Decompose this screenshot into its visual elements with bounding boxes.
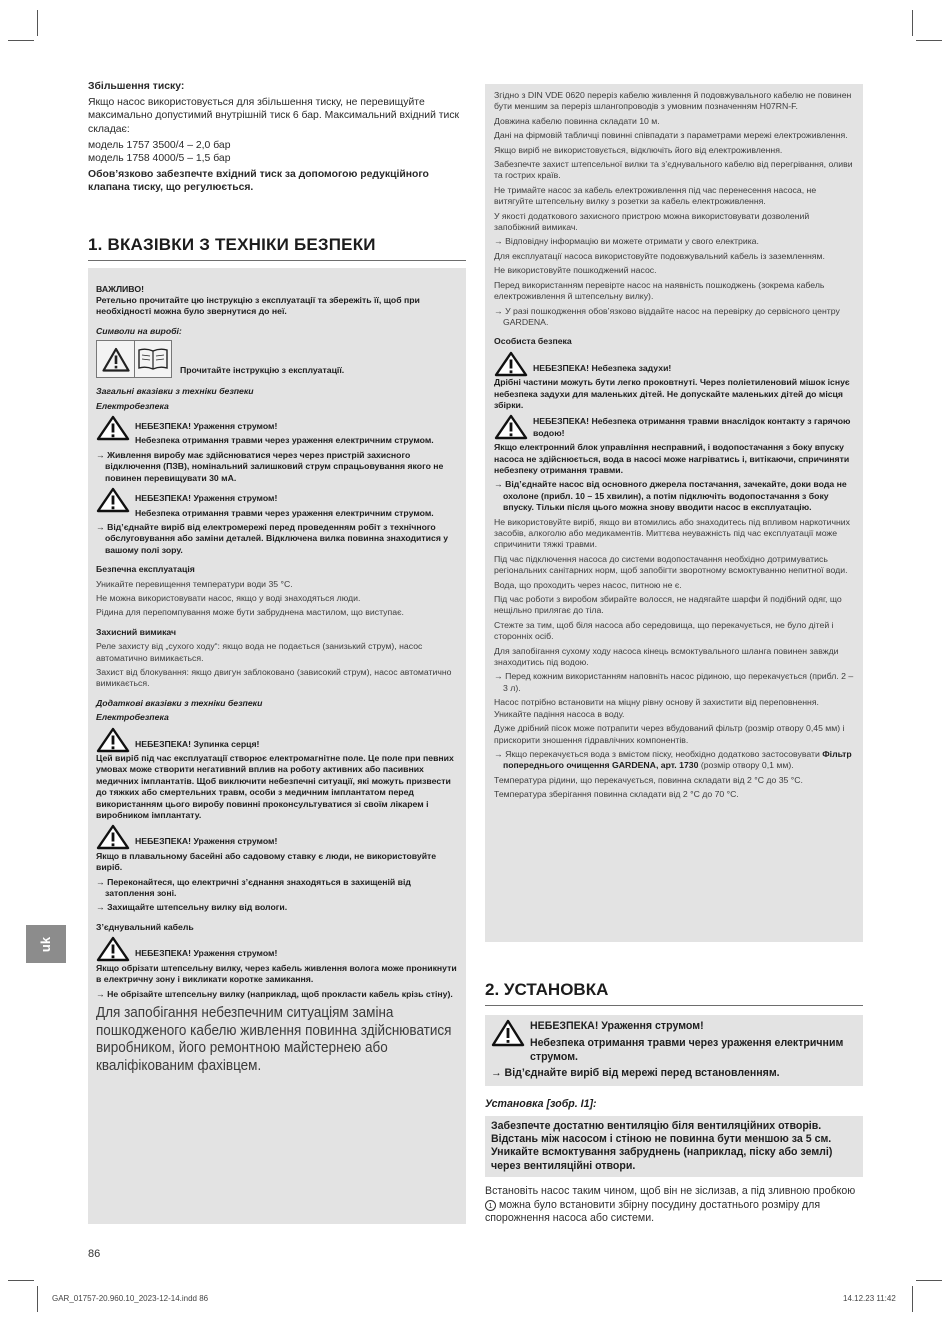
safety-title: 1. ВКАЗІВКИ З ТЕХНІКИ БЕЗПЕКИ: [88, 235, 466, 261]
general-heading: Загальні вказівки з техніки безпеки: [96, 386, 254, 397]
body-text: → Перед кожним використанням наповніть насос рідиною, що перекачується (прибл. 2 – 3 л).: [494, 671, 854, 693]
additional-heading: Додаткові вказівки з техніки безпеки: [96, 697, 263, 708]
warning-title: НЕБЕЗПЕКА! Ураження струмом!: [530, 1020, 704, 1032]
warning-triangle-icon: [96, 824, 130, 850]
warning-note: → Живлення виробу має здійснюватися через через пристрій захисного відключення (ПЗВ), номінальний залишковий струм спрацьовування якого не повинен перевищувати 30 мА.: [96, 449, 444, 483]
warning-block: [491, 1019, 857, 1064]
installation-title: 2. УСТАНОВКА: [485, 980, 863, 1006]
right-column: [485, 84, 863, 1225]
warning-block: [494, 351, 854, 377]
warning-title: НЕБЕЗПЕКА! Зупинка серця!: [135, 738, 260, 749]
warning-text: Небезпека отримання травми через ураження електричним струмом.: [135, 507, 434, 518]
operation-text: Рідина для перепомпування може бути забруднена мастилом, що виступає.: [96, 607, 404, 618]
installation-subheading: Установка [зобр. I1]:: [485, 1097, 597, 1110]
warning-note: → Від’єднайте виріб від мережі перед встановленням.: [491, 1067, 780, 1080]
body-text: Якщо виріб не використовується, відключіть його від електроживлення.: [494, 144, 783, 155]
warning-block: [96, 487, 458, 522]
body-text: Не використовуйте пошкоджений насос.: [494, 265, 657, 276]
cable-replacement-text: Для запобігання небезпечним ситуаціям заміна пошкодженого кабелю живлення повинна здійснюватися виробником, його ремонтною майстернею або кваліфікованим фахівцем.: [96, 1003, 452, 1074]
book-icon: [134, 341, 171, 377]
crop-mark: [916, 40, 942, 41]
warning-text: Цей виріб під час експлуатації створює електромагнітне поле. Це поле при певних умовах може створити негативний вплив на роботу активних або пасивних медичних імплантатів. Щоб виключити небезпечні ситуації, які можуть призвести до тяжких або смертельних травм, особи з медичним імплантатом перед використанням цього виробу повинні проконсультуватися зі своїм лікарем і виробником імплантату.: [96, 753, 454, 821]
pressure-section: [88, 80, 466, 195]
warning-note: → Переконайтеся, що електричні з’єднання знаходяться в захищеній від затоплення зоні.: [96, 876, 411, 899]
body-text: Дуже дрібний пісок може потрапити через вбудований фільтр (розмір отвору 0,45 мм) і прискорити зношення гідравлічних компонентів.: [494, 723, 845, 745]
warning-title: НЕБЕЗПЕКА! Небезпека отримання травми внаслідок контакту з гарячою водою!: [533, 416, 851, 438]
crop-mark: [8, 1280, 34, 1281]
warning-text: Небезпека отримання травми через ураження електричним струмом.: [530, 1037, 844, 1063]
warning-text: Дрібні частини можуть бути легко проковтнуті. Через поліетиленовий мішок існує небезпека задухи для маленьких дітей. Не допускайте маленьких дітей до місця збірки.: [494, 377, 850, 410]
product-symbols: [96, 340, 172, 378]
warning-text: Якщо електронний блок управління несправний, і водопостачання з боку впуску насоса не здійснюється, вода в насосі може нагріватись і, витікаючи, спричиняти небезпеку отримання травми.: [494, 442, 850, 475]
crop-mark: [8, 40, 34, 41]
body-text: Температура рідини, що перекачується, повинна складати від 2 °C до 35 °C.: [494, 774, 803, 785]
left-column: [88, 80, 466, 1224]
warning-note: → Від’єднайте виріб від електромережі перед проведенням робіт з технічного обслуговування або заміни деталей. Відключена вилка повинна знаходитися у вашому полі зору.: [96, 521, 449, 555]
warning-note: → Від’єднайте насос від основного джерела постачання, зачекайте, доки вода не охолоне (прибл. 10 – 15 хвилин), а потім підключіть водопостачання з боку впуску. Тільки після цього можна знову вводити насос в експлуатацію.: [494, 479, 847, 513]
body-text: Для запобігання сухому ходу насоса кінець всмоктувального шланга повинен завжди знаходитись під водою.: [494, 645, 839, 668]
symbols-caption: Прочитайте інструкцію з експлуатації.: [180, 364, 345, 375]
installation-section: [485, 980, 863, 1225]
crop-mark: [37, 10, 38, 36]
pressure-heading: Збільшення тиску:: [88, 81, 185, 92]
body-text: Перед використанням перевірте насос на наявність пошкоджень (зокрема кабель електроживлення й штепсельну вилку).: [494, 279, 825, 302]
body-text: Забезпечте захист штепсельної вилки та з’єднувального кабелю від перегрівання, оливи та гострих країв.: [494, 159, 853, 181]
body-text: Дані на фірмовій табличці повинні співпадати з параметрами мережі електроживлення.: [494, 130, 848, 141]
symbols-row: [96, 340, 458, 378]
installation-warning: [485, 1015, 863, 1086]
warning-title: НЕБЕЗПЕКА! Ураження струмом!: [135, 836, 278, 847]
crop-mark: [37, 1286, 38, 1312]
language-tab: [26, 925, 66, 963]
operation-heading: Безпечна експлуатація: [96, 564, 195, 575]
pressure-model-2: модель 1758 4000/5 – 1,5 бар: [88, 153, 231, 165]
warning-block: [96, 824, 458, 850]
installation-text-a: Встановіть насос таким чином, щоб він не зіслизав, а під зливною пробкою: [485, 1185, 856, 1198]
warning-triangle-icon: [96, 936, 130, 962]
installation-text-b: можна було встановити збірну посудину достатнього розміру для спорожнення насоса або системи.: [485, 1198, 821, 1225]
warning-title: НЕБЕЗПЕКА! Ураження струмом!: [135, 421, 278, 432]
crop-mark: [912, 10, 913, 36]
warning-triangle-icon: [494, 414, 528, 440]
warning-block: [96, 936, 458, 962]
filter-note-c: (розмір отвору 0,1 мм).: [698, 760, 794, 771]
warning-text: Якщо обрізати штепсельну вилку, через кабель живлення волога може проникнути в електричну зону і викликати коротке замикання.: [96, 962, 457, 985]
ventilation-box: Забезпечте достатню вентиляцію біля вентиляційних отворів. Відстань між насосом і стіною не повинна бути меншою за 5 см. Уникайте всмоктування забруднень (наприклад, піску або землі) через вентиляційні отвори.: [485, 1116, 863, 1178]
body-text: Не використовуйте виріб, якщо ви втомились або знаходитесь під впливом наркотичних засобів, алкоголю або медикаментів. Миттєва неуважність під час експлуатації може спричинити тяжкі травми.: [494, 516, 851, 550]
filter-note: [494, 749, 854, 772]
warning-note: → Не обрізайте штепсельну вилку (наприклад, щоб прокласти кабель крізь стіну).: [96, 988, 453, 999]
body-text: Згідно з DIN VDE 0620 переріз кабелю живлення й подовжувального кабелю не повинен бути меншим за переріз шлангопроводів з умовним позначенням H07RN-F.: [494, 90, 852, 112]
pressure-model-1: модель 1757 3500/4 – 2,0 бар: [88, 139, 231, 151]
cable-heading: З’єднувальний кабель: [96, 921, 194, 932]
switch-text: Реле захисту від „сухого ходу“: якщо вода не подається (занизький струм), насос автоматично вимикається.: [96, 641, 423, 663]
footer-file-name: GAR_01757-20.960.10_2023-12-14.indd 86: [52, 1294, 209, 1303]
warning-title: НЕБЕЗПЕКА! Ураження струмом!: [135, 948, 278, 959]
warning-triangle-icon: [494, 351, 528, 377]
crop-mark: [912, 1286, 913, 1312]
warning-block: [494, 414, 854, 442]
drain-plug-number: 1: [485, 1200, 496, 1211]
warning-title: НЕБЕЗПЕКА! Небезпека задухи!: [533, 362, 672, 373]
warning-title: НЕБЕЗПЕКА! Ураження струмом!: [135, 493, 278, 504]
warning-triangle-icon: [96, 727, 130, 753]
filter-note-a: → Якщо перекачується вода з вмістом піску, необхідно додатково застосовувати: [494, 748, 823, 759]
warning-text: Якщо в плавальному басейні або садовому ставку є люди, не використовуйте виріб.: [96, 850, 437, 873]
operation-text: Не можна використовувати насос, якщо у воді знаходяться люди.: [96, 592, 361, 603]
body-text: Температура зберігання повинна складати від 2 °C до 70 °C.: [494, 789, 739, 800]
page-number: 86: [88, 1248, 101, 1260]
body-text: Під час роботи з виробом збирайте волосся, не надягайте шарфи й подібний одяг, що нещільно прилягає до тіла.: [494, 594, 842, 616]
body-text: Для експлуатації насоса використовуйте подовжувальний кабель із заземленням.: [494, 250, 825, 261]
symbols-heading: Символи на виробі:: [96, 325, 182, 336]
warning-note: → Захищайте штепсельну вилку від вологи.: [96, 902, 288, 913]
safety-box-continued: [485, 84, 863, 942]
warning-triangle-icon: [96, 415, 130, 441]
important-label: ВАЖЛИВО!: [96, 283, 145, 294]
body-text: У якості додаткового захисного пристрою можна використовувати дозволений запобіжний вимикач.: [494, 210, 810, 233]
installation-text: [485, 1185, 863, 1225]
footer-timestamp: 14.12.23 11:42: [843, 1294, 896, 1303]
electro-heading: Електробезпека: [96, 400, 169, 411]
warning-triangle-icon: [96, 487, 130, 513]
body-text: Довжина кабелю повинна складати 10 м.: [494, 115, 660, 126]
filter-name: Фільтр попереднього очищення GARDENA, арт. 1730: [503, 748, 852, 771]
crop-mark: [916, 1280, 942, 1281]
warning-block: [96, 727, 458, 753]
safety-box: [88, 268, 466, 1224]
body-text: Не тримайте насос за кабель електроживлення під час перенесення насоса, не витягуйте штепсельну вилку з розетки за кабель електроживлення.: [494, 184, 817, 207]
switch-heading: Захисний вимикач: [96, 626, 177, 637]
body-text: Насос потрібно встановити на міцну рівну основу й захистити від переповнення. Уникайте падіння насоса в воду.: [494, 697, 819, 719]
body-text: Вода, що проходить через насос, питною не є.: [494, 579, 682, 590]
warning-triangle-icon: [491, 1019, 525, 1045]
important-text: Ретельно прочитайте цю інструкцію з експлуатації та збережіть її, щоб при необхідності можна було звернутися до неї.: [96, 295, 420, 317]
personal-heading: Особиста безпека: [494, 336, 572, 347]
warning-text: Небезпека отримання травми через ураження електричним струмом.: [135, 435, 434, 446]
body-text: → У разі пошкодження обов’язково віддайте насос на перевірку до сервісного центру GARDENA.: [494, 305, 840, 327]
operation-text: Уникайте перевищення температури води 35 °C.: [96, 578, 293, 589]
warning-triangle-icon: [97, 341, 134, 377]
body-text: Стежте за тим, щоб біля насоса або середовища, що перекачується, не було дітей і сторонніх осіб.: [494, 619, 834, 642]
pressure-note: Обов’язково забезпечте вхідний тиск за допомогою редукційного клапана тиску, що регулюється.: [88, 169, 429, 194]
warning-block: [96, 415, 458, 450]
body-text: Під час підключення насоса до системи водопостачання необхідно дотримуватись регіональних санітарних норм, щоб запобігти зворотному всмоктуванню непитної води.: [494, 553, 848, 576]
switch-text: Захист від блокування: якщо двигун заблоковано (зависокий струм), насос автоматично вимикається.: [96, 666, 452, 689]
language-tab-label: uk: [38, 936, 54, 952]
body-text: → Відповідну інформацію ви можете отримати у свого електрика.: [494, 236, 759, 247]
pressure-text: Якщо насос використовується для збільшення тиску, не перевищуйте максимально допустимий внутрішній тиск 6 бар. Максимальний вхідний тиск складає:: [88, 97, 460, 135]
additional-electro-heading: Електробезпека: [96, 712, 169, 723]
